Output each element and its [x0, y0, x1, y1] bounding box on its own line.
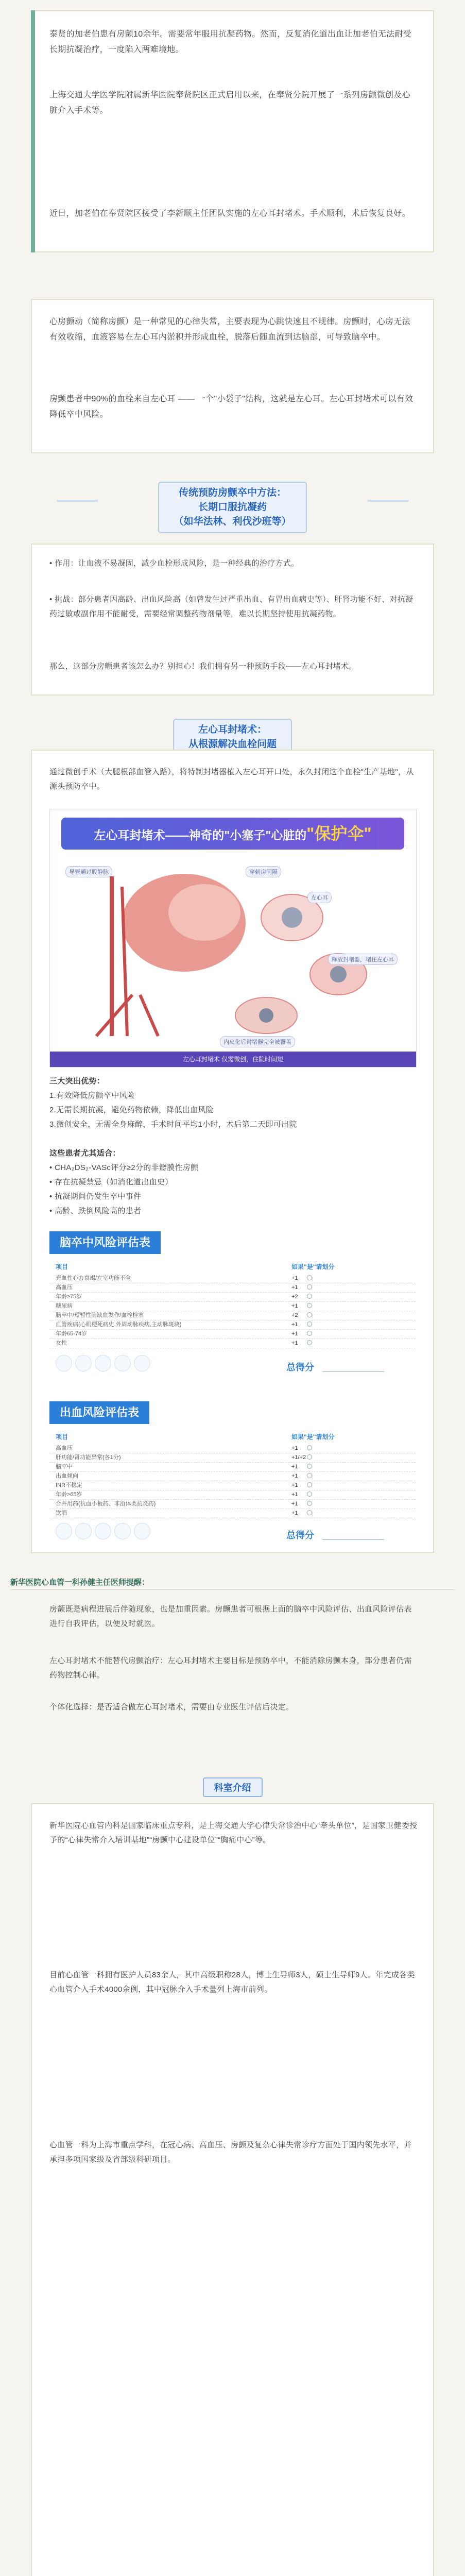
section3-title-line2: 从根源解决血栓问题 — [188, 739, 277, 750]
suitable-2: • 存在抗凝禁忌（如消化道出血史） — [49, 1178, 173, 1187]
bleeding-risk-table-title: 出血风险评估表 — [49, 1401, 149, 1424]
section2-title-line1: 传统预防房颤卒中方法： — [178, 487, 286, 498]
score-bubble — [75, 1523, 92, 1539]
occluder-infographic — [49, 809, 417, 1067]
checkbox-circle[interactable] — [307, 1510, 312, 1515]
table-row — [49, 1283, 416, 1293]
checkbox-circle[interactable] — [307, 1340, 312, 1345]
checkbox-circle[interactable] — [307, 1473, 312, 1478]
checkbox-circle[interactable] — [307, 1482, 312, 1487]
checkbox-circle[interactable] — [307, 1275, 312, 1280]
table-row — [49, 1320, 416, 1330]
row-label: 年龄65-74岁 — [56, 1331, 88, 1337]
heart-illustration — [50, 809, 416, 1052]
score-bubble — [134, 1355, 150, 1371]
reminder-title: 新华医院心血管一科孙健主任医师提醒： — [10, 1578, 150, 1587]
table-row — [49, 1453, 416, 1463]
table-row — [49, 1292, 416, 1302]
checkbox-circle[interactable] — [307, 1312, 312, 1317]
section2-bullet-1: • 作用：让血液不易凝固，减少血栓形成风险，是一种经典的治疗方式。 — [49, 559, 299, 568]
expert-card — [31, 1803, 434, 2576]
row-score: +1 — [291, 1482, 298, 1488]
stroke-total-line — [322, 1371, 384, 1372]
expert-title: 科室介绍 — [203, 1777, 263, 1797]
suitable-3: • 抗凝期间仍发生卒中事件 — [49, 1192, 142, 1201]
section3-title-line1: 左心耳封堵术： — [198, 724, 267, 735]
score-bubble — [56, 1355, 72, 1371]
advantages-title: 三大突出优势： — [49, 1077, 105, 1086]
row-score: +1 — [291, 1473, 298, 1479]
row-label: 脑卒中/短暂性脑缺血发作/血栓栓塞 — [56, 1312, 144, 1318]
section2-bullet-2: • 挑战：部分患者因高龄、出血风险高（如曾发生过严重出血、有胃出血病史等）、肝肾功能不好、对抗凝药过敏或副作用不能耐受，需要经常调整药物剂量等，难以长期坚持使用抗凝药物。 — [49, 595, 414, 618]
row-score: +1 — [291, 1492, 298, 1498]
score-bubble — [75, 1355, 92, 1371]
table-row — [49, 1509, 416, 1518]
table-row — [49, 1329, 416, 1339]
expert-paragraph-1: 新华医院心血管内科是国家临床重点专科，是上海交通大学心律失常诊治中心“牵头单位”，是国家卫健委授予的“心律失常介入培训基地”“房颤中心建设单位”“胸痛中心”等。 — [49, 1821, 418, 1844]
infographic-banner-big: "保护伞" — [306, 824, 372, 843]
section2-paragraph-3: 那么，这部分房颤患者该怎么办？别担心！我们拥有另一种预防手段——左心耳封堵术。 — [49, 662, 357, 671]
row-label: 充血性心力衰竭/左室功能不全 — [56, 1275, 131, 1281]
advantage-2: 2.无需长期抗凝，避免药物依赖，降低出血风险 — [49, 1106, 214, 1114]
checkbox-circle[interactable] — [307, 1331, 312, 1336]
score-bubbles — [49, 1523, 416, 1544]
checkbox-circle[interactable] — [307, 1464, 312, 1469]
row-score: +1 — [291, 1510, 298, 1516]
row-label: 高血压 — [56, 1284, 73, 1291]
row-label: 糖尿病 — [56, 1303, 73, 1309]
row-score: +1 — [291, 1501, 298, 1507]
row-label: 高血压 — [56, 1445, 73, 1451]
score-bubble — [134, 1523, 150, 1539]
advantage-3: 3.微创安全，无需全身麻醉，手术时间平均1小时，术后第二天即可出院 — [49, 1120, 297, 1129]
reminder-paragraph-1: 房颤既是病程进展后伴随现象，也是加重因素。房颤患者可根据上面的脑卒中风险评估、出血风险评估表进行自我评估，以便及时就医。 — [49, 1605, 412, 1628]
intro-accent-bar — [31, 10, 35, 252]
bleed-total-label: 总得分 — [286, 1530, 314, 1540]
section2-title — [158, 482, 306, 533]
score-bubbles — [49, 1355, 416, 1376]
expert-paragraph-2: 目前心血管一科拥有医护人员83余人，其中高级职称28人，博士生导师3人，硕士生导师9人。年完成各类心血管介入手术4000余例，其中冠脉介入手术量列上海市前列。 — [49, 1971, 415, 1994]
info-label-endothelialize: 内皮化后封堵器完全被覆盖 — [220, 1036, 295, 1047]
reminder-paragraph-3: 个体化选择：是否适合做左心耳封堵术，需要由专业医生评估后决定。 — [49, 1703, 294, 1711]
intro-paragraph-1: 泰贤的加老伯患有房颤10余年。需要常年服用抗凝药物。然而，反复消化道出血让加老伯无法耐受长期抗凝治疗，一度陷入两难境地。 — [49, 30, 411, 54]
row-score: +1/+2 — [291, 1454, 306, 1461]
stroke-risk-table — [49, 1231, 416, 1386]
expert-title-wrap — [0, 1777, 465, 1797]
section1-paragraph-2: 房颤患者中90%的血栓来自左心耳 —— 一个"小袋子"结构，这就是左心耳。左心耳封堵术可以有效降低卒中风险。 — [49, 395, 414, 419]
table-row — [49, 1338, 416, 1348]
checkbox-circle[interactable] — [307, 1454, 312, 1460]
infographic-footer: 左心耳封堵术 仅需微创，住院时间短 — [50, 1052, 416, 1067]
info-label-release: 释放封堵器，堵住左心耳 — [328, 954, 398, 965]
reminder-paragraph-2: 左心耳封堵术不能替代房颤治疗：左心耳封堵术主要目标是预防卒中，不能消除房颤本身，部分患者仍需药物控制心律。 — [49, 1656, 412, 1680]
row-score: +1 — [291, 1284, 298, 1291]
advantage-1: 1.有效降低房颤卒中风险 — [49, 1091, 135, 1100]
row-label: 女性 — [56, 1340, 67, 1346]
table-row — [49, 1311, 416, 1320]
suitable-title: 这些患者尤其适合： — [49, 1149, 120, 1158]
infographic-banner-text: 左心耳封堵术——神奇的"小塞子"心脏的 — [94, 828, 307, 842]
table-row — [49, 1444, 416, 1453]
info-label-femoral: 导管通过股静脉 — [65, 866, 112, 877]
info-label-septum: 穿刺房间隔 — [246, 866, 281, 877]
table-row — [49, 1471, 416, 1481]
bleeding-risk-table — [49, 1401, 416, 1551]
row-score: +1 — [291, 1331, 298, 1337]
intro-paragraph-2: 上海交通大学医学院附属新华医院奉贤院区正式启用以来，在奉贤分院开展了一系列房颤微创及心脏介入手术等。 — [49, 91, 410, 115]
row-label: 合并用药(抗血小板药、非甾体类抗炎药) — [56, 1501, 156, 1507]
row-score: +1 — [291, 1321, 298, 1328]
checkbox-circle[interactable] — [307, 1445, 312, 1450]
stroke-risk-table-title: 脑卒中风险评估表 — [49, 1231, 161, 1254]
row-score: +2 — [291, 1294, 298, 1300]
row-label: 出血倾向 — [56, 1473, 78, 1479]
expert-paragraph-3: 心血管一科为上海市重点学科，在冠心病、高血压、房颤及复杂心律失常诊疗方面处于国内领先水平，并承担多项国家级及省部级科研项目。 — [49, 2141, 412, 2164]
row-label: 脑卒中 — [56, 1464, 73, 1470]
section2-title-wrap — [0, 482, 465, 533]
checkbox-circle[interactable] — [307, 1294, 312, 1299]
checkbox-circle[interactable] — [307, 1303, 312, 1308]
table-row — [49, 1274, 416, 1283]
suitable-4: • 高龄、跌倒风险高的患者 — [49, 1207, 142, 1215]
row-label: 年龄>65岁 — [56, 1492, 82, 1498]
stroke-col-score: 如果"是"请划分 — [291, 1263, 335, 1270]
row-score: +1 — [291, 1464, 298, 1470]
score-bubble — [114, 1355, 131, 1371]
row-label: INR不稳定 — [56, 1482, 82, 1488]
table-row — [49, 1462, 416, 1472]
intro-paragraph-3: 近日，加老伯在奉贤院区接受了李新顺主任团队实施的左心耳封堵术。手术顺利，术后恢复良好。 — [49, 209, 410, 218]
row-score: +1 — [291, 1340, 298, 1346]
score-bubble — [95, 1355, 111, 1371]
table-row — [49, 1301, 416, 1311]
suitable-1: • CHA₂DS₂-VASc评分≥2分的非瓣膜性房颤 — [49, 1163, 199, 1172]
row-label: 肝功能/肾功能异常(各1分) — [56, 1454, 121, 1461]
checkbox-circle[interactable] — [307, 1492, 312, 1497]
section3-paragraph-1: 通过微创手术（大腿根部血管入路），将特制封堵器植入左心耳开口处，永久封闭这个血栓"生产基地"，从源头预防卒中。 — [49, 768, 414, 791]
table-row — [49, 1490, 416, 1500]
table-row — [49, 1481, 416, 1490]
score-bubble — [56, 1523, 72, 1539]
bleed-col-item: 项目 — [56, 1433, 68, 1440]
row-score: +2 — [291, 1312, 298, 1318]
score-bubble — [95, 1523, 111, 1539]
table-row — [49, 1499, 416, 1509]
row-score: +1 — [291, 1275, 298, 1281]
stroke-col-item: 项目 — [56, 1263, 68, 1270]
row-label: 年龄≥75岁 — [56, 1294, 82, 1300]
row-label: 饮酒 — [56, 1510, 67, 1516]
section2-title-line2: 长期口服抗凝药 — [198, 502, 267, 513]
checkbox-circle[interactable] — [307, 1501, 312, 1506]
stroke-total-label: 总得分 — [286, 1362, 314, 1372]
checkbox-circle[interactable] — [307, 1284, 312, 1290]
section1-paragraph-1: 心房颤动（简称房颤）是一种常见的心律失常，主要表现为心跳快速且不规律。房颤时，心房无法有效收缩，血液容易在左心耳内淤积并形成血栓，脱落后随血流到达脑部，可导致脑卒中。 — [49, 317, 410, 342]
row-label: 血管疾病(心肌梗死病史,外周动脉疾病,主动脉斑块) — [56, 1321, 182, 1328]
row-score: +1 — [291, 1445, 298, 1451]
score-bubble — [114, 1523, 131, 1539]
reminder-rule — [10, 1589, 455, 1590]
info-label-laa: 左心耳 — [307, 892, 332, 903]
row-score: +1 — [291, 1303, 298, 1309]
checkbox-circle[interactable] — [307, 1321, 312, 1327]
bleed-col-score: 如果"是"请划分 — [291, 1433, 335, 1440]
bleed-total-line — [322, 1539, 384, 1540]
section2-title-line3: （如华法林、利伐沙班等） — [174, 516, 291, 527]
